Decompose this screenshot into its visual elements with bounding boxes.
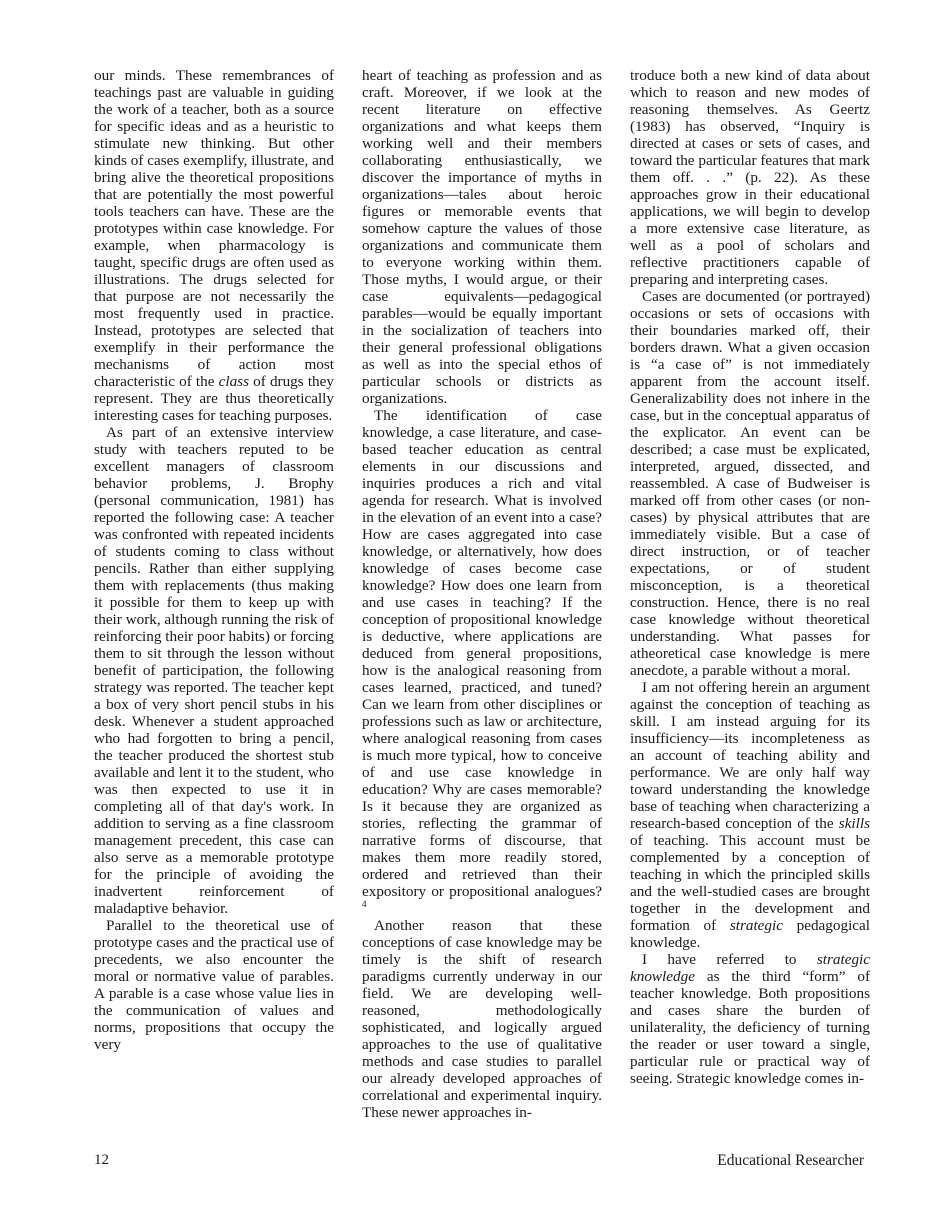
text-column-1 — [94, 67, 334, 1053]
paragraph: The identification of case knowledge, a case literature, and case-based teacher education as central elements in our discussions and inquiries produces a rich and vital agenda for research. What is involved in the elevation of an event into a case? How are cases aggregated into case knowledge, or alternatively, how does knowledge of cases become case knowledge? How does one learn from and use cases in teaching? If the conception of propositional knowledge is deductive, where applications are deduced from general propositions, how is the analogical reasoning from cases learned, practiced, and tuned? Can we learn from other disciplines or professions such as law or architecture, where analogical reasoning from cases is much more typical, how to conceive of and use case knowledge in education? Why are cases memorable? Is it because they are organized as stories, reflecting the grammar of narrative forms of discourse, that makes them more readily stored, ordered and retrieved than their expository or propositional analogues?$^4$ — [362, 407, 602, 909]
page-number: 12 — [94, 1152, 109, 1168]
journal-name: Educational Researcher — [717, 1152, 864, 1169]
paragraph: heart of teaching as profession and as craft. Moreover, if we look at the recent literature on effective organizations and what keeps them working well and their members collaborating enthusiastically, we discover the importance of myths in organizations—tales about heroic figures or memorable events that somehow capture the values of those organizations and communicate them to everyone working within them. Those myths, I would argue, or their case equivalents—pedagogical parables—would be equally important in the socialization of teachers into their general professional obligations as well as into the special ethos of particular schools or districts as organizations. — [362, 67, 602, 407]
paragraph: I have referred to strategic knowledge as the third “form” of teacher knowledge. Both propositions and cases share the burden of unilaterality, the deficiency of turning the reader or user toward a single, particular rule or practical way of seeing. Strategic knowledge comes in- — [630, 951, 870, 1087]
paragraph: troduce both a new kind of data about which to reason and new modes of reasoning themselves. As Geertz (1983) has observed, “Inquiry is directed at cases or sets of cases, and toward the particular features that mark them off. . .” (p. 22). As these approaches grow in their educational applications, we will begin to develop a more extensive case literature, as well as a pool of scholars and reflective practitioners capable of preparing and interpreting cases. — [630, 67, 870, 288]
paragraph: Parallel to the theoretical use of prototype cases and the practical use of precedents, we also encounter the moral or normative value of parables. A parable is a case whose value lies in the communication of values and norms, propositions that occupy the very — [94, 917, 334, 1053]
paragraph: Another reason that these conceptions of case knowledge may be timely is the shift of research paradigms currently underway in our field. We are developing well-reasoned, methodologically sophisticated, and logically argued approaches to the use of qualitative methods and case studies to parallel our already developed approaches of correlational and experimental inquiry. These newer approaches in- — [362, 917, 602, 1121]
emphasis: strategic knowledge — [630, 951, 870, 985]
text-column-3 — [630, 67, 870, 1087]
text-column-2 — [362, 67, 602, 1121]
paragraph: As part of an extensive interview study with teachers reputed to be excellent managers of classroom behavior problems, J. Brophy (personal communication, 1981) has reported the following case: A teacher was confronted with repeated incidents of students coming to class without pencils. Rather than either supplying them with replacements (thus making it possible for them to keep up with their work, although running the risk of reinforcing their poor habits) or forcing them to sit through the lesson without benefit of participation, the following strategy was reported. The teacher kept a box of very short pencil stubs in his desk. Whenever a student approached who had forgotten to bring a pencil, the teacher produced the shortest stub available and lent it to the student, who was then expected to use it in completing all of that day's work. In addition to serving as a fine classroom management precedent, this case can also serve as a memorable prototype for the principle of avoiding the inadvertent reinforcement of maladaptive behavior. — [94, 424, 335, 917]
emphasis: strategic — [729, 917, 783, 934]
emphasis: skills — [838, 815, 871, 832]
footnote-marker: 4 — [362, 898, 367, 909]
emphasis: class — [218, 373, 249, 390]
paragraph: our minds. These remembrances of teachings past are valuable in guiding the work of a teacher, both as a source for specific ideas and as a heuristic to stimulate new thinking. But other kinds of cases exemplify, illustrate, and bring alive the theoretical propositions that are potentially the most powerful tools teachers can have. These are the prototypes within case knowledge. For example, when pharmacology is taught, specific drugs are often used as illustrations. The drugs selected for that purpose are not necessarily the most frequently used in practice. Instead, prototypes are selected that exemplify in their performance the mechanisms of action most characteristic of the class of drugs they represent. They are thus theoretically interesting cases for teaching purposes. — [94, 67, 334, 424]
paragraph: Cases are documented (or portrayed) occasions or sets of occasions with their boundaries marked off, their borders drawn. What a given occasion is “a case of” is not immediately apparent from the account itself. Generalizability does not inhere in the case, but in the conceptual apparatus of the explicator. An event can be described; a case must be explicated, interpreted, argued, dissected, and reassembled. A case of Budweiser is marked off from other cases (or non-cases) by physical attributes that are immediately visible. But a case of direct instruction, or of teacher expectations, or of student misconception, is a theoretical construction. Hence, there is no real case knowledge without theoretical understanding. What passes for atheoretical case knowledge is mere anecdote, a parable without a moral. — [630, 288, 870, 679]
paragraph: I am not offering herein an argument against the conception of teaching as skill. I am instead arguing for its insufficiency—its incompleteness as an account of teaching ability and performance. We are only half way toward understanding the knowledge base of teaching when characterizing a research-based conception of the skills of teaching. This account must be complemented by a conception of teaching in which the principled skills and the well-studied cases are brought together in the development and formation of strategic pedagogical knowledge. — [630, 679, 871, 951]
